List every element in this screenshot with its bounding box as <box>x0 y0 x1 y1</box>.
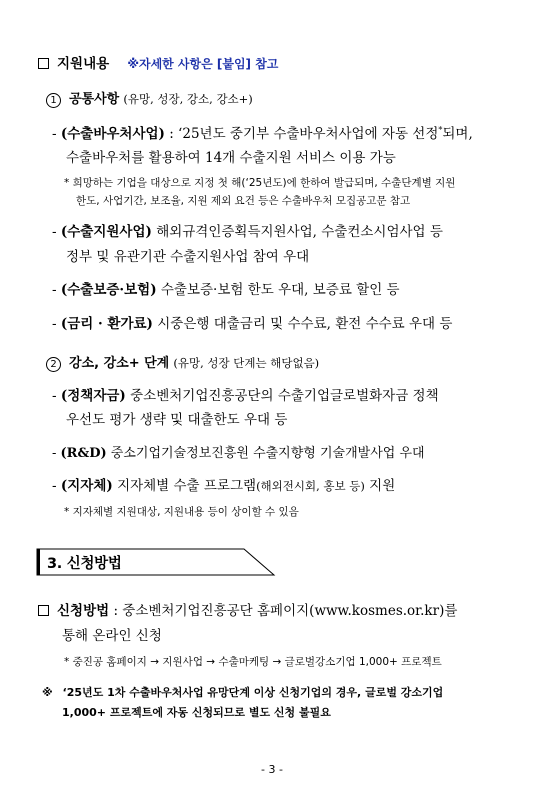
checkbox-square-icon <box>38 605 49 616</box>
voucher-text-end: 되며, <box>442 126 473 142</box>
advanced-heading-row <box>46 352 319 372</box>
footnote-mark: * <box>438 125 443 135</box>
checkbox-square-icon <box>38 58 49 69</box>
export-support-line2: 정부 및 유관기관 수출지원사업 참여 우대 <box>66 249 310 265</box>
apply-line2: 통해 온라인 신청 <box>62 628 162 644</box>
finance-text: 시중은행 대출금리 및 수수료, 환전 수수료 우대 등 <box>157 316 453 332</box>
common-subtitle: (유망, 성장, 강소, 강소+) <box>123 92 253 106</box>
local-gov-end: 지원 <box>369 478 396 494</box>
guarantee-text: 수출보증·보험 한도 우대, 보증료 할인 등 <box>160 282 400 298</box>
section-title: 3. 신청방법 <box>47 556 122 572</box>
common-title: 공통사항 <box>69 92 120 107</box>
circled-number-icon: 2 <box>46 357 61 372</box>
export-support-item: - (수출지원사업) 해외규격인증획득지원사업, 수출컨소시엄사업 등 <box>52 224 443 240</box>
apply-label: 신청방법 <box>57 603 110 619</box>
reference-mark-icon: ※ <box>42 686 53 699</box>
local-gov-note: * 지자체별 지원대상, 지원내용 등이 상이할 수 있음 <box>64 506 299 518</box>
finance-label: (금리 · 환가료) <box>60 316 153 332</box>
voucher-item: - (수출바우처사업) : ‘25년도 중기부 수출바우처사업에 자동 선정*되며, <box>52 125 473 142</box>
rnd-item: - (R&D) 중소기업기술정보진흥원 수출지향형 기술개발사업 우대 <box>52 446 425 461</box>
voucher-note-line2: 한도, 사업기간, 보조율, 지원 제외 요건 등은 수출바우처 모집공고문 참고 <box>76 195 411 207</box>
warning-line1: ‘25년도 1차 수출바우처사업 유망단계 이상 신청기업의 경우, 글로벌 강소기업 <box>62 686 444 699</box>
finance-item: - (금리 · 환가료) 시중은행 대출금리 및 수수료, 환전 수수료 우대 등 <box>52 316 453 332</box>
local-gov-item: - (지자체) 지자체별 수출 프로그램(해외전시회, 홍보 등) 지원 <box>52 478 396 494</box>
voucher-note-line1: * 희망하는 기업을 대상으로 지정 첫 해(‘25년도)에 한하여 발급되며, 수출단계별 지원 <box>64 177 456 189</box>
voucher-label: (수출바우처사업) <box>60 126 165 142</box>
local-gov-paren: (해외전시회, 홍보 등) <box>256 479 365 493</box>
guarantee-label: (수출보증·보험) <box>60 282 157 298</box>
rnd-label: (R&D) <box>60 446 107 461</box>
voucher-text: : ‘25년도 중기부 수출바우처사업에 자동 선정 <box>169 126 439 142</box>
policy-fund-item: - (정책자금) 중소벤처기업진흥공단의 수출기업글로벌화자금 정책 <box>52 388 439 404</box>
export-support-text: 해외규격인증획득지원사업, 수출컨소시엄사업 등 <box>156 224 443 240</box>
section-tab-apply <box>36 548 276 576</box>
advanced-title: 강소, 강소+ 단계 <box>69 356 170 371</box>
export-support-label: (수출지원사업) <box>60 224 152 240</box>
page-number: - 3 - <box>261 763 283 776</box>
policy-fund-text: 중소벤처기업진흥공단의 수출기업글로벌화자금 정책 <box>130 388 439 404</box>
apply-text: : 중소벤처기업진흥공단 홈페이지(www.kosmes.or.kr)를 <box>113 603 458 619</box>
apply-row <box>38 599 457 619</box>
advanced-subtitle: (유망, 성장 단계는 해당없음) <box>173 356 320 370</box>
circled-number-icon: 1 <box>46 93 61 108</box>
apply-path-note: * 중진공 홈페이지 → 지원사업 → 수출마케팅 → 글로벌강소기업 1,000+ 프로젝트 <box>64 656 442 668</box>
voucher-line2: 수출바우처를 활용하여 14개 수출지원 서비스 이용 가능 <box>66 150 396 166</box>
support-heading: 지원내용 <box>57 56 110 72</box>
auto-apply-warning <box>42 684 443 700</box>
common-heading-row <box>46 88 253 108</box>
support-heading-row <box>38 52 278 72</box>
local-gov-label: (지자체) <box>60 478 113 494</box>
rnd-text: 중소기업기술정보진흥원 수출지향형 기술개발사업 우대 <box>110 446 425 461</box>
policy-fund-line2: 우선도 평가 생략 및 대출한도 우대 등 <box>66 412 288 428</box>
reference-note: ※자세한 사항은 [붙임] 참고 <box>127 57 279 71</box>
warning-line2: 1,000+ 프로젝트에 자동 신청되므로 별도 신청 불필요 <box>62 706 331 719</box>
guarantee-item: - (수출보증·보험) 수출보증·보험 한도 우대, 보증료 할인 등 <box>52 282 400 298</box>
local-gov-text: 지자체별 수출 프로그램 <box>117 478 257 494</box>
policy-fund-label: (정책자금) <box>60 388 126 404</box>
